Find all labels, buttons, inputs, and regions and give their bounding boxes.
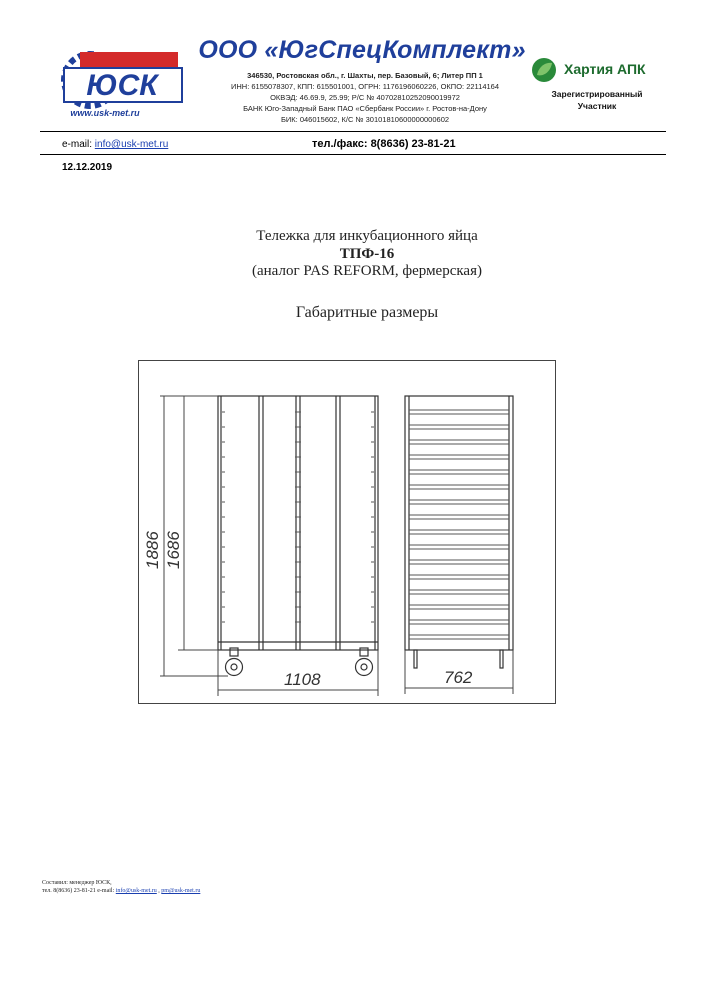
section-title: Габаритные размеры (295, 304, 439, 321)
logo-text: ЮСК (86, 69, 158, 102)
front-view (218, 396, 378, 650)
dim-total-height: 1886 (143, 531, 162, 569)
company-name: ООО «ЮгСпецКомплект» (198, 36, 526, 64)
product-model: ТПФ-16 (339, 246, 395, 262)
dim-depth: 762 (444, 668, 473, 687)
front-shelf-ticks (222, 412, 374, 622)
footer-email-pm[interactable]: pm@usk-met.ru (161, 888, 201, 894)
company-logo (60, 40, 185, 128)
requisite-inn: ИНН: 6155078307, КПП: 615501001, ОГРН: 1176196060226, ОКПО: 22114164 (230, 82, 500, 91)
product-title: Тележка для инкубационного яйца (256, 228, 478, 244)
footer-separator: , (158, 888, 160, 894)
partner-name: Хартия АПК (564, 61, 646, 77)
dim-width: 1108 (284, 670, 321, 689)
phone-number: 8(8636) 23-81-21 (370, 138, 456, 150)
dimension-drawing (138, 360, 556, 704)
leaf-icon (531, 57, 557, 83)
requisite-okved: ОКВЭД: 46.69.9, 25.99; Р/С № 40702810252090019972 (270, 93, 460, 102)
footer-email-info[interactable]: info@usk-met.ru (115, 888, 157, 894)
document-date: 12.12.2019 (62, 162, 113, 173)
partner-status-line2: Участник (577, 101, 617, 111)
footer-phone: тел. 8(8636) 23-81-21 e-mail: (42, 888, 115, 894)
side-legs (414, 650, 503, 668)
email-label: e-mail: (62, 139, 93, 150)
side-view (405, 396, 513, 650)
logo-site: www.usk-met.ru (70, 108, 140, 118)
side-shelves (409, 410, 509, 639)
header-rule-top (40, 131, 666, 132)
footer-author: Составил: менеджер ЮСК, (42, 880, 112, 886)
header-rule-bottom (40, 154, 666, 155)
contact-email (62, 139, 168, 150)
product-analog: (аналог PAS REFORM, фермерская) (251, 263, 482, 279)
requisite-bik: БИК: 046015602, К/С № 30101810600000000602 (280, 115, 450, 124)
front-dimension-lines (160, 396, 378, 696)
phone-label: тел./факс: (312, 138, 368, 150)
contact-phone (312, 138, 456, 150)
requisite-bank: БАНК Юго-Западный Банк ПАО «Сбербанк России» г. Ростов-на-Дону (243, 104, 487, 113)
partner-status-line1: Зарегистрированный (551, 89, 643, 99)
requisite-address: 346530, Ростовская обл., г. Шахты, пер. Базовый, 6; Литер ПП 1 (247, 71, 483, 80)
footer-contacts (42, 888, 200, 894)
email-link[interactable]: info@usk-met.ru (94, 139, 169, 150)
dim-body-height: 1686 (164, 531, 183, 569)
